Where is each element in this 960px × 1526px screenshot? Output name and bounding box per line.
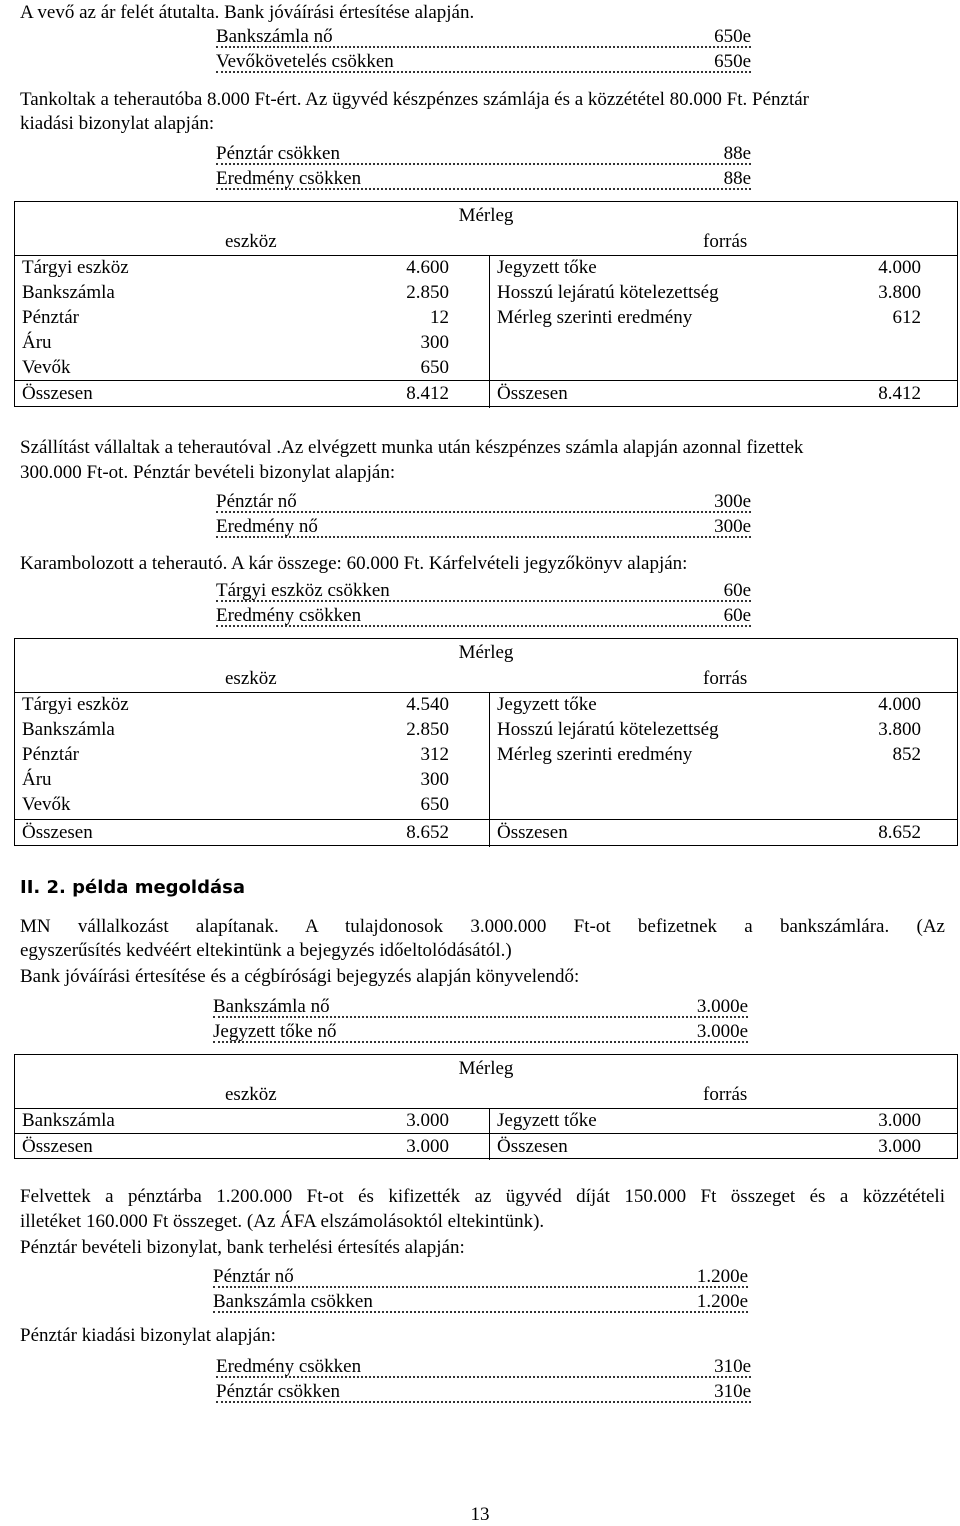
- dotted-leader: [216, 71, 751, 73]
- entry-2-credit: [216, 168, 751, 192]
- entry-amount: 650e: [714, 26, 751, 47]
- entry-amount: 88e: [723, 168, 751, 189]
- entry-label: Vevőkövetelés csökken: [216, 51, 394, 72]
- dotted-leader: [216, 625, 751, 627]
- dotted-leader: [216, 1401, 751, 1403]
- asset-name: Vevők: [22, 794, 71, 815]
- liability-name: Mérleg szerinti eredmény: [497, 307, 693, 328]
- column-divider: [489, 255, 490, 408]
- entry-label: Bankszámla nő: [216, 26, 333, 47]
- liability-name: Hosszú lejáratú kötelezettség: [497, 282, 719, 303]
- paragraph-3b: 300.000 Ft-ot. Pénztár bevételi bizonylat alapján:: [20, 462, 396, 483]
- assets-total-label: Összesen: [22, 383, 93, 404]
- paragraph-8: Pénztár bevételi bizonylat, bank terhelési értesítés alapján:: [20, 1237, 465, 1258]
- asset-value: 4.600: [406, 257, 449, 278]
- dotted-leader: [213, 1286, 748, 1288]
- entry-amount: 3.000e: [696, 996, 748, 1017]
- header-rule: [15, 1108, 957, 1109]
- entry-amount: 300e: [714, 516, 751, 537]
- entry-amount: 3.000e: [696, 1021, 748, 1042]
- assets-header: eszköz: [225, 1084, 277, 1105]
- asset-value: 300: [420, 332, 449, 353]
- liabilities-total-label: Összesen: [497, 1136, 568, 1157]
- dotted-leader: [216, 511, 751, 513]
- asset-value: 3.000: [406, 1110, 449, 1131]
- dotted-leader: [213, 1311, 748, 1313]
- asset-name: Tárgyi eszköz: [22, 257, 129, 278]
- entry-label: Jegyzett tőke nő: [213, 1021, 337, 1042]
- balance-title: Mérleg: [458, 1058, 514, 1079]
- entry-label: Pénztár csökken: [216, 1381, 340, 1402]
- asset-name: Vevők: [22, 357, 71, 378]
- liability-value: 4.000: [878, 694, 921, 715]
- liability-value: 612: [892, 307, 921, 328]
- liability-name: Jegyzett tőke: [497, 694, 597, 715]
- entry-1-debit: [216, 26, 751, 50]
- section-heading: II. 2. példa megoldása: [20, 877, 245, 898]
- entry-label: Pénztár nő: [213, 1266, 294, 1287]
- assets-total-label: Összesen: [22, 1136, 93, 1157]
- entry-5-debit: [213, 996, 748, 1020]
- dotted-leader: [216, 163, 751, 165]
- liability-value: 4.000: [878, 257, 921, 278]
- paragraph-6: Bank jóváírási értesítése és a cégbírósági bejegyzés alapján könyvelendő:: [20, 966, 580, 987]
- liability-name: Mérleg szerinti eredmény: [497, 744, 693, 765]
- dotted-leader: [216, 188, 751, 190]
- assets-header: eszköz: [225, 231, 277, 252]
- paragraph-5b: egyszerűsítés kedvéért eltekintünk a bejegyzés időeltolódásától.): [20, 940, 512, 961]
- asset-value: 312: [420, 744, 449, 765]
- dotted-leader: [213, 1016, 748, 1018]
- paragraph-2a: Tankoltak a teherautóba 8.000 Ft-ért. Az ügyvéd készpénzes számlája és a közzététel 80.000 Ft. Pénztár: [20, 89, 810, 110]
- entry-4-credit: [216, 605, 751, 629]
- entry-amount: 60e: [723, 580, 751, 601]
- entry-label: Tárgyi eszköz csökken: [216, 580, 390, 601]
- assets-total-value: 3.000: [406, 1136, 449, 1157]
- paragraph-7a: Felvettek a pénztárba 1.200.000 Ft-ot és kifizették az ügyvéd díját 150.000 Ft összeget és a közzétételi: [20, 1186, 945, 1207]
- liability-value: 3.000: [878, 1110, 921, 1131]
- paragraph-1: A vevő az ár felét átutalta. Bank jóváírási értesítése alapján.: [20, 2, 475, 23]
- liabilities-total-value: 8.412: [878, 383, 921, 404]
- asset-value: 2.850: [406, 719, 449, 740]
- entry-3-credit: [216, 516, 751, 540]
- liabilities-total-value: 8.652: [878, 822, 921, 843]
- asset-name: Áru: [22, 332, 52, 353]
- total-rule: [15, 1133, 957, 1134]
- entry-4-debit: [216, 580, 751, 604]
- dotted-leader: [216, 46, 751, 48]
- paragraph-3a: Szállítást vállaltak a teherautóval .Az elvégzett munka után készpénzes számla alapján azonnal fizettek: [20, 437, 804, 458]
- entry-amount: 650e: [714, 51, 751, 72]
- liability-value: 3.800: [878, 282, 921, 303]
- entry-label: Eredmény nő: [216, 516, 318, 537]
- balance-sheet-1: [14, 201, 958, 407]
- entry-amount: 1.200e: [696, 1291, 748, 1312]
- asset-value: 4.540: [406, 694, 449, 715]
- page-number: 13: [470, 1504, 490, 1525]
- paragraph-4: Karambolozott a teherautó. A kár összege: 60.000 Ft. Kárfelvételi jegyzőkönyv alapján:: [20, 553, 688, 574]
- paragraph-5a: MN vállalkozást alapítanak. A tulajdonosok 3.000.000 Ft-ot befizetnek a bankszámlára. (Az: [20, 916, 945, 937]
- dotted-leader: [213, 1041, 748, 1043]
- asset-name: Bankszámla: [22, 719, 115, 740]
- entry-7-credit: [216, 1381, 751, 1405]
- entry-amount: 1.200e: [696, 1266, 748, 1287]
- assets-total-label: Összesen: [22, 822, 93, 843]
- liabilities-header: forrás: [703, 1084, 748, 1105]
- entry-label: Pénztár nő: [216, 491, 297, 512]
- total-rule: [15, 819, 957, 820]
- entry-amount: 60e: [723, 605, 751, 626]
- dotted-leader: [216, 600, 751, 602]
- entry-2-debit: [216, 143, 751, 167]
- column-divider: [489, 692, 490, 847]
- entry-amount: 310e: [714, 1356, 751, 1377]
- entry-amount: 88e: [723, 143, 751, 164]
- asset-name: Pénztár: [22, 744, 79, 765]
- liability-name: Hosszú lejáratú kötelezettség: [497, 719, 719, 740]
- header-rule: [15, 692, 957, 693]
- assets-header: eszköz: [225, 668, 277, 689]
- dotted-leader: [216, 536, 751, 538]
- balance-title: Mérleg: [458, 642, 514, 663]
- asset-name: Áru: [22, 769, 52, 790]
- entry-label: Eredmény csökken: [216, 168, 362, 189]
- liabilities-total-value: 3.000: [878, 1136, 921, 1157]
- liabilities-total-label: Összesen: [497, 383, 568, 404]
- entry-7-debit: [216, 1356, 751, 1380]
- entry-6-debit: [213, 1266, 748, 1290]
- entry-3-debit: [216, 491, 751, 515]
- liabilities-header: forrás: [703, 668, 748, 689]
- liabilities-total-label: Összesen: [497, 822, 568, 843]
- liability-name: Jegyzett tőke: [497, 257, 597, 278]
- assets-total-value: 8.412: [406, 383, 449, 404]
- paragraph-7b: illetéket 160.000 Ft összeget. (Az ÁFA elszámolásoktól eltekintünk).: [20, 1211, 545, 1232]
- entry-label: Pénztár csökken: [216, 143, 340, 164]
- dotted-leader: [216, 1376, 751, 1378]
- entry-amount: 300e: [714, 491, 751, 512]
- header-rule: [15, 255, 957, 256]
- asset-name: Pénztár: [22, 307, 79, 328]
- entry-amount: 310e: [714, 1381, 751, 1402]
- asset-value: 2.850: [406, 282, 449, 303]
- asset-value: 650: [420, 794, 449, 815]
- asset-value: 12: [430, 307, 449, 328]
- total-rule: [15, 380, 957, 381]
- asset-name: Bankszámla: [22, 1110, 115, 1131]
- balance-title: Mérleg: [458, 205, 514, 226]
- balance-sheet-2: [14, 638, 958, 846]
- liability-value: 852: [892, 744, 921, 765]
- liability-value: 3.800: [878, 719, 921, 740]
- asset-value: 300: [420, 769, 449, 790]
- paragraph-2b: kiadási bizonylat alapján:: [20, 113, 215, 134]
- entry-1-credit: [216, 51, 751, 75]
- liability-name: Jegyzett tőke: [497, 1110, 597, 1131]
- asset-name: Bankszámla: [22, 282, 115, 303]
- liabilities-header: forrás: [703, 231, 748, 252]
- entry-label: Bankszámla csökken: [213, 1291, 373, 1312]
- entry-6-credit: [213, 1291, 748, 1315]
- column-divider: [489, 1108, 490, 1160]
- entry-label: Eredmény csökken: [216, 1356, 362, 1377]
- asset-value: 650: [420, 357, 449, 378]
- balance-sheet-3: [14, 1054, 958, 1159]
- entry-5-credit: [213, 1021, 748, 1045]
- assets-total-value: 8.652: [406, 822, 449, 843]
- entry-label: Eredmény csökken: [216, 605, 362, 626]
- entry-label: Bankszámla nő: [213, 996, 330, 1017]
- asset-name: Tárgyi eszköz: [22, 694, 129, 715]
- paragraph-9: Pénztár kiadási bizonylat alapján:: [20, 1325, 276, 1346]
